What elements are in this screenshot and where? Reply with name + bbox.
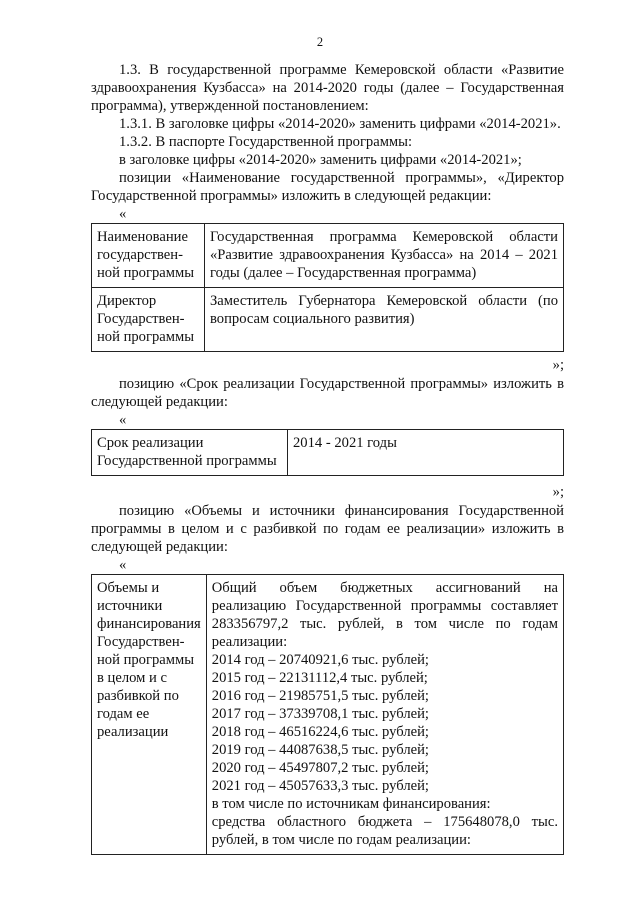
table-cell-value: Государственная программа Кемеровской области «Развитие здравоохранения Кузбасса» на 2014 – 2021 годы (далее – Государственная программа)	[205, 224, 564, 288]
financing-intro: Общий объем бюджетных ассигнований на реализацию Государственной программы составляет 283356797,2 тыс. рублей, в том числе по годам реализации:	[211, 580, 558, 650]
table-cell-label: Директор Государствен-ной программы	[92, 288, 205, 352]
table-cell-label: Наименование государствен-ной программы	[92, 224, 205, 288]
financing-year-2014: 2014 год – 20740921,6 тыс. рублей;	[211, 652, 429, 668]
label-line: финансирования	[97, 616, 201, 632]
table-row	[92, 224, 564, 288]
table-cell-value: Заместитель Губернатора Кемеровской области (по вопросам социального развития)	[205, 288, 564, 352]
financing-year-2015: 2015 год – 22131112,4 тыс. рублей;	[211, 670, 428, 686]
page-number: 2	[316, 35, 324, 49]
table-cell-label	[92, 575, 207, 855]
label-line: в целом и с	[97, 670, 167, 686]
financing-regional-budget: средства областного бюджета – 175648078,0 тыс. рублей, в том числе по годам реализации:	[211, 814, 558, 848]
label-line: Объемы и	[97, 580, 160, 596]
label-line: ной программы	[97, 652, 195, 668]
label-line: реализации	[97, 724, 169, 740]
table-row	[92, 575, 564, 855]
quote-open-mark: «	[119, 412, 127, 428]
paragraph-positions-name-director: позиции «Наименование государственной программы», «Директор Государственной программы» изложить в следующей редакции:	[91, 170, 564, 204]
quote-open-mark: «	[119, 206, 127, 222]
passport-table-srok	[91, 429, 564, 476]
paragraph-1-3-2: 1.3.2. В паспорте Государственной программы:	[119, 134, 413, 150]
paragraph-obem: позицию «Объемы и источники финансирования Государственной программы в целом и с разбивкой по годам ее реализации» изложить в следующей редакции:	[91, 503, 564, 555]
paragraph-1-3: 1.3. В государственной программе Кемеровской области «Развитие здравоохранения Кузбасса» на 2014-2020 годы (далее – Государственная программа), утвержденной постановлением:	[91, 62, 564, 114]
passport-table-financing	[91, 574, 564, 855]
quote-close-mark: »;	[552, 484, 564, 500]
quote-close-mark: »;	[552, 357, 564, 373]
financing-year-2021: 2021 год – 45057633,3 тыс. рублей;	[211, 778, 429, 794]
document-body	[91, 61, 564, 855]
quote-open-mark: «	[119, 557, 127, 573]
table-row	[92, 430, 564, 476]
paragraph-srok: позицию «Срок реализации Государственной программы» изложить в следующей редакции:	[91, 376, 564, 410]
paragraph-title-change: в заголовке цифры «2014-2020» заменить цифрами «2014-2021»;	[119, 152, 522, 168]
table-row	[92, 288, 564, 352]
table-cell-value	[206, 575, 563, 855]
label-line: разбивкой по	[97, 688, 179, 704]
table-cell-value: 2014 - 2021 годы	[288, 430, 564, 476]
label-line: Государствен-	[97, 634, 185, 650]
passport-table-name-director	[91, 223, 564, 352]
paragraph-1-3-1: 1.3.1. В заголовке цифры «2014-2020» заменить цифрами «2014-2021».	[119, 116, 561, 132]
financing-year-2019: 2019 год – 44087638,5 тыс. рублей;	[211, 742, 429, 758]
financing-year-2017: 2017 год – 37339708,1 тыс. рублей;	[211, 706, 429, 722]
label-line: годам ее	[97, 706, 150, 722]
financing-year-2018: 2018 год – 46516224,6 тыс. рублей;	[211, 724, 429, 740]
financing-year-2016: 2016 год – 21985751,5 тыс. рублей;	[211, 688, 429, 704]
table-cell-label: Срок реализации Государственной программы	[92, 430, 288, 476]
financing-sources-heading: в том числе по источникам финансирования:	[211, 796, 491, 812]
financing-year-2020: 2020 год – 45497807,2 тыс. рублей;	[211, 760, 429, 776]
label-line: источники	[97, 598, 163, 614]
